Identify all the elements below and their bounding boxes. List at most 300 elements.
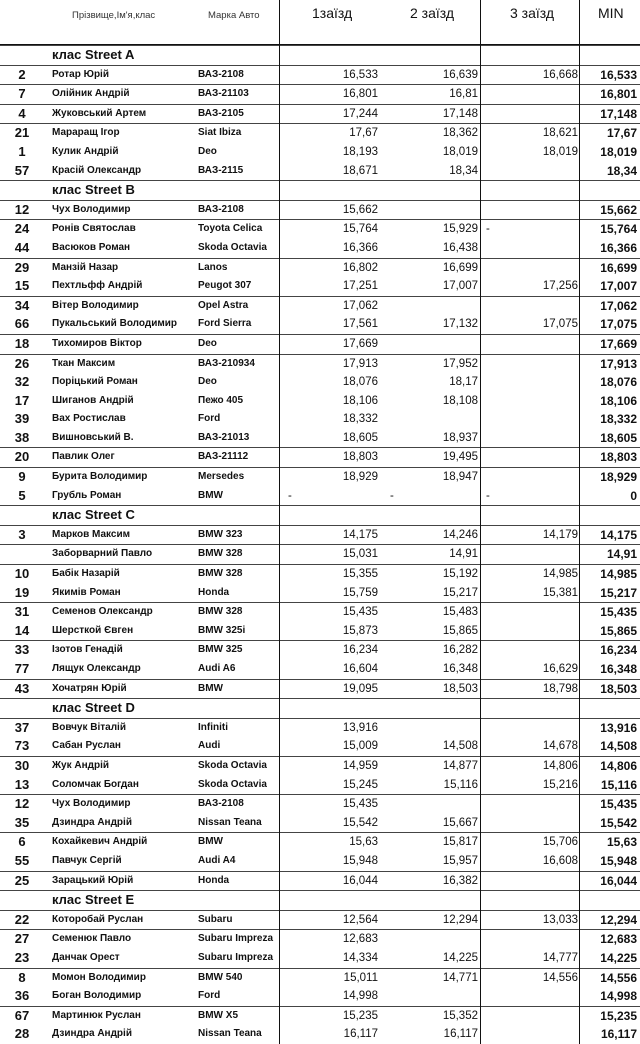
run2-time: 15,957: [442, 854, 478, 867]
run3-time: 16,668: [542, 68, 578, 81]
run1-time: 18,929: [342, 471, 378, 484]
table-row: [0, 429, 640, 448]
driver-name: Васюков Роман: [52, 241, 131, 253]
car-model: Mersedes: [198, 471, 245, 483]
car-number: 1: [18, 143, 26, 159]
min-time: 15,217: [600, 585, 637, 600]
car-number: 55: [14, 852, 30, 868]
driver-name: Якимів Роман: [52, 586, 121, 598]
run2-time: 17,952: [442, 357, 478, 370]
car-number: 57: [14, 162, 30, 178]
car-number: 10: [14, 566, 30, 582]
run1-time: 15,948: [342, 854, 378, 867]
run3-time: 14,678: [542, 740, 578, 753]
table-header: [0, 0, 640, 45]
run1-time: 18,605: [342, 431, 378, 444]
run1-time: 15,873: [342, 624, 378, 637]
car-model: Subaru Impreza: [198, 951, 274, 963]
run3-time: 17,256: [542, 280, 578, 293]
table-row: [0, 239, 640, 258]
min-time: 14,91: [606, 547, 637, 562]
car-model: Infiniti: [198, 721, 228, 733]
table-row: [0, 814, 640, 833]
run1-time: 18,803: [342, 451, 378, 464]
car-model: Nissan Teana: [198, 816, 262, 828]
car-model: BMW 328: [198, 548, 243, 560]
table-row: [0, 219, 640, 239]
run2-time: 15,817: [442, 836, 478, 849]
run1-time: 14,175: [342, 528, 378, 541]
min-time: 18,34: [606, 163, 637, 178]
driver-name: Кулик Андрій: [52, 145, 119, 157]
car-model: Skoda Octavia: [198, 241, 267, 253]
car-model: ВАЗ-2108: [198, 798, 244, 810]
table-row: [0, 487, 640, 506]
table-body: [0, 45, 640, 1044]
class-heading-row: [0, 505, 640, 525]
min-time: 18,503: [600, 681, 637, 696]
driver-name: Дзиндра Андрій: [52, 1028, 132, 1040]
min-time: 14,175: [600, 527, 637, 542]
class-heading: клас Street D: [52, 700, 135, 716]
driver-name: Ронів Святослав: [52, 223, 136, 235]
driver-name: Данчак Орест: [52, 951, 120, 963]
header-run2: 2 заїзд: [410, 5, 455, 21]
car-model: BMW 323: [198, 528, 243, 540]
car-number: 15: [14, 278, 30, 294]
table-row: [0, 622, 640, 641]
header-run3: 3 заїзд: [510, 5, 555, 21]
driver-name: Вовчук Віталій: [52, 721, 126, 733]
run1-time: 17,561: [342, 318, 378, 331]
table-row: [0, 84, 640, 104]
class-heading-row: [0, 890, 640, 910]
car-number: 12: [14, 796, 30, 812]
car-model: Skoda Octavia: [198, 778, 267, 790]
min-time: 18,106: [600, 393, 637, 408]
table-row: [0, 65, 640, 85]
car-model: ВАЗ-2108: [198, 68, 244, 80]
min-time: 16,366: [600, 240, 637, 255]
car-model: Deo: [198, 145, 217, 157]
car-model: Peugot 307: [198, 280, 252, 292]
min-time: 16,348: [600, 662, 637, 676]
run1-time: 14,959: [342, 759, 378, 772]
min-time: 18,929: [600, 470, 637, 485]
min-time: 12,683: [600, 932, 637, 947]
min-time: 12,294: [600, 912, 637, 927]
run1-time: 15,435: [342, 798, 378, 811]
car-model: BMW X5: [198, 1009, 238, 1021]
car-number: 17: [14, 392, 30, 408]
table-row: [0, 467, 640, 487]
min-time: 17,148: [600, 106, 637, 121]
min-time: 17,075: [600, 317, 637, 332]
car-model: BMW 540: [198, 971, 243, 983]
driver-name: Шиганов Андрій: [52, 394, 134, 406]
car-model: BMW: [198, 489, 223, 501]
car-model: Subaru: [198, 913, 233, 925]
driver-name: Ізотов Генадій: [52, 644, 123, 656]
run1-time: 18,671: [342, 164, 378, 177]
class-heading: клас Street A: [52, 47, 135, 62]
driver-name: Мартинюк Руслан: [52, 1009, 141, 1021]
car-model: Audi: [198, 740, 221, 752]
table-row: [0, 296, 640, 316]
run2-time: 16,282: [442, 644, 478, 657]
run2-time: 16,699: [442, 261, 478, 274]
run2-time: 17,148: [442, 107, 478, 120]
car-model: ВАЗ-21112: [198, 451, 249, 463]
car-number: 32: [14, 374, 30, 390]
table-row: [0, 756, 640, 776]
run3-time: 17,075: [542, 318, 578, 331]
run2-time: 12,294: [442, 913, 478, 926]
run1-time: 18,332: [342, 413, 378, 426]
car-number: 8: [18, 969, 26, 985]
car-number: 22: [14, 911, 30, 927]
car-model: BMW 325i: [198, 624, 246, 636]
run1-time: 15,011: [343, 971, 378, 984]
run2-time: 14,508: [442, 740, 478, 753]
run1-time: 16,801: [342, 88, 378, 101]
car-number: 19: [14, 584, 30, 600]
run2-time: 14,246: [442, 528, 478, 541]
table-row: [0, 525, 640, 545]
table-row: [0, 968, 640, 988]
car-model: ВАЗ-2105: [198, 107, 244, 119]
car-number: 12: [14, 201, 30, 217]
driver-name: Красій Олександр: [52, 164, 142, 176]
run3-time: 15,216: [542, 778, 578, 791]
run1-time: 19,095: [342, 682, 378, 695]
driver-name: Заборварний Павло: [52, 548, 153, 560]
run2-time: 16,81: [449, 88, 478, 101]
car-model: Nissan Teana: [198, 1028, 262, 1040]
run1-time: 15,235: [342, 1009, 378, 1022]
car-model: Skoda Octavia: [198, 759, 267, 771]
driver-name: Лящук Олександр: [52, 663, 141, 674]
driver-name: Бабік Назарій: [52, 568, 120, 580]
min-time: 18,076: [600, 375, 637, 390]
car-number: 5: [18, 487, 26, 503]
car-model: Honda: [198, 586, 230, 598]
run2-time: 18,937: [442, 431, 478, 444]
table-row: [0, 832, 640, 852]
run3-time: -: [486, 489, 490, 502]
run2-time: 15,667: [442, 816, 478, 829]
car-number: 67: [14, 1007, 30, 1023]
header-run1: 1заїзд: [312, 5, 353, 21]
min-time: 17,913: [600, 356, 637, 371]
run1-time: 18,106: [342, 394, 378, 407]
min-time: 18,019: [600, 144, 637, 159]
car-model: ВАЗ-210934: [198, 357, 255, 369]
class-heading: клас Street E: [52, 892, 135, 908]
car-number: 26: [14, 355, 30, 371]
car-model: BMW 325: [198, 644, 243, 656]
run2-time: 18,019: [442, 145, 478, 158]
run1-time: -: [288, 489, 292, 502]
run2-time: 15,116: [443, 778, 478, 791]
run2-time: 18,503: [442, 682, 478, 695]
run2-time: 19,495: [442, 451, 478, 464]
driver-name: Жук Андрій: [52, 759, 110, 771]
car-model: Ford: [198, 990, 221, 1002]
run1-time: 15,764: [342, 223, 378, 236]
driver-name: Чух Володимир: [52, 203, 131, 215]
table-row: [0, 679, 640, 699]
table-row: [0, 1025, 640, 1044]
run1-time: 17,913: [342, 357, 378, 370]
run1-time: 18,076: [342, 376, 378, 389]
table-row: [0, 1006, 640, 1026]
car-number: 77: [14, 661, 30, 676]
run2-time: 15,483: [442, 606, 478, 619]
car-model: ВАЗ-2108: [198, 203, 244, 215]
driver-name: Вишновський В.: [52, 431, 134, 443]
min-time: 16,533: [600, 67, 637, 82]
run2-time: 16,348: [442, 663, 478, 675]
table-row: [0, 949, 640, 968]
car-number: 35: [14, 814, 30, 830]
driver-name: Шерсткой Євген: [52, 624, 134, 636]
min-time: 16,234: [600, 643, 637, 658]
car-number: 37: [14, 719, 30, 735]
car-model: Ford Sierra: [198, 318, 252, 330]
car-number: 7: [18, 86, 26, 102]
car-number: 36: [14, 988, 30, 1004]
run1-time: 15,009: [342, 740, 378, 753]
run3-time: 13,033: [542, 913, 578, 926]
run1-time: 16,533: [342, 68, 378, 81]
class-heading: клас Street C: [52, 507, 135, 523]
run2-time: 18,947: [442, 471, 478, 484]
run1-time: 15,031: [342, 548, 378, 561]
table-row: [0, 315, 640, 334]
class-heading-row: [0, 698, 640, 718]
car-number: 28: [14, 1026, 30, 1042]
table-row: [0, 277, 640, 296]
table-row: [0, 334, 640, 354]
table-row: [0, 776, 640, 795]
run2-time: 18,34: [449, 164, 478, 177]
run3-time: 15,381: [542, 586, 578, 599]
run2-time: 16,117: [443, 1028, 478, 1041]
car-number: 73: [14, 738, 30, 754]
min-time: 18,803: [600, 450, 637, 465]
table-row: [0, 987, 640, 1006]
car-model: Audi A6: [198, 663, 236, 674]
car-number: 66: [14, 316, 30, 332]
table-row: [0, 258, 640, 278]
table-row: [0, 373, 640, 392]
min-time: 15,116: [600, 777, 637, 792]
min-time: 15,235: [600, 1008, 637, 1023]
car-model: Audi A4: [198, 854, 236, 866]
run1-time: 17,251: [342, 280, 378, 293]
driver-name: Марков Максим: [52, 528, 131, 540]
car-number: 29: [14, 259, 30, 275]
run2-time: 16,639: [442, 68, 478, 81]
run1-time: 12,683: [342, 933, 378, 946]
car-number: 43: [14, 680, 30, 696]
run3-time: 16,629: [542, 663, 578, 675]
run3-time: -: [486, 223, 490, 236]
run1-time: 16,117: [343, 1028, 378, 1041]
min-time: 0: [630, 488, 637, 503]
run2-time: 18,362: [442, 127, 478, 140]
driver-name: Павлик Олег: [52, 451, 115, 463]
min-time: 16,699: [600, 260, 637, 275]
table-row: [0, 410, 640, 429]
driver-name: Манзій Назар: [52, 261, 119, 273]
table-row: [0, 392, 640, 411]
car-number: 6: [18, 834, 26, 850]
class-heading: клас Street B: [52, 182, 135, 198]
run2-time: 16,438: [442, 241, 478, 254]
run2-time: 14,91: [449, 548, 478, 561]
run1-time: 12,564: [342, 913, 378, 926]
run2-time: 18,17: [449, 376, 478, 389]
driver-name: Соломчак Богдан: [52, 778, 139, 790]
car-number: 4: [18, 105, 26, 121]
car-number: 30: [14, 757, 30, 773]
car-model: BMW 328: [198, 568, 243, 580]
run1-time: 18,193: [342, 145, 378, 158]
car-model: Ford: [198, 413, 221, 425]
min-time: 16,117: [600, 1027, 637, 1042]
min-time: 14,998: [600, 989, 637, 1004]
run1-time: 17,669: [342, 337, 378, 350]
table-row: [0, 660, 640, 679]
table-row: [0, 718, 640, 738]
table-row: [0, 584, 640, 603]
driver-name: Мараращ Ігор: [52, 127, 120, 139]
header-min: MIN: [598, 5, 624, 21]
car-model: Siat Ibiza: [198, 127, 242, 139]
car-model: Opel Astra: [198, 299, 249, 311]
run1-time: 15,245: [342, 778, 378, 791]
driver-name: Жуковський Артем: [52, 107, 147, 119]
class-heading-row: [0, 180, 640, 200]
run1-time: 14,998: [342, 990, 378, 1003]
driver-name: Пехтльфф Андрій: [52, 280, 143, 292]
run3-time: 14,777: [542, 951, 578, 964]
column-divider: [279, 0, 280, 1044]
table-row: [0, 447, 640, 467]
min-time: 15,865: [600, 623, 637, 638]
run3-time: 14,179: [542, 528, 578, 541]
car-number: 21: [14, 125, 30, 141]
run1-time: 15,759: [342, 586, 378, 599]
min-time: 17,062: [600, 298, 637, 313]
car-number: 27: [14, 931, 30, 947]
run2-time: 14,225: [442, 951, 478, 964]
class-heading-row: [0, 45, 640, 65]
car-number: 34: [14, 297, 30, 313]
car-model: BMW: [198, 682, 223, 694]
min-time: 15,542: [600, 815, 637, 830]
driver-name: Пукальський Володимир: [52, 318, 178, 330]
run2-time: 15,352: [442, 1009, 478, 1022]
car-number: 14: [14, 622, 30, 638]
car-model: Deo: [198, 376, 217, 388]
table-row: [0, 640, 640, 660]
car-number: 39: [14, 411, 30, 427]
column-divider: [480, 0, 481, 1044]
table-row: [0, 910, 640, 930]
car-number: 13: [14, 776, 30, 792]
driver-name: Бурита Володимир: [52, 471, 148, 483]
run1-time: 15,355: [342, 568, 378, 581]
car-number: 3: [18, 526, 26, 542]
min-time: 15,948: [600, 853, 637, 868]
table-row: [0, 143, 640, 162]
car-number: 9: [18, 469, 26, 485]
car-number: 25: [14, 872, 30, 888]
car-number: 38: [14, 429, 30, 445]
min-time: 16,801: [600, 87, 637, 102]
run2-time: 18,108: [442, 394, 478, 407]
min-time: 15,662: [600, 202, 637, 217]
header-name: Прізвище,Ім'я,клас: [72, 10, 156, 21]
run3-time: 18,798: [542, 682, 578, 695]
min-time: 15,435: [600, 605, 637, 620]
table-row: [0, 737, 640, 756]
car-model: Toyota Celica: [198, 223, 263, 235]
driver-name: Дзиндра Андрій: [52, 816, 132, 828]
car-model: ВАЗ-21103: [198, 88, 249, 100]
driver-name: Поріцький Роман: [52, 376, 138, 388]
run2-time: 15,929: [442, 223, 478, 236]
car-model: Subaru Impreza: [198, 933, 274, 945]
run1-time: 17,062: [342, 299, 378, 312]
run3-time: 14,806: [542, 759, 578, 772]
car-number: 20: [14, 449, 30, 465]
car-model: Пежо 405: [198, 394, 244, 406]
run3-time: 14,556: [542, 971, 578, 984]
run1-time: 15,435: [342, 606, 378, 619]
run3-time: 15,706: [542, 836, 578, 849]
table-row: [0, 871, 640, 891]
run3-time: 16,608: [542, 854, 578, 867]
run1-time: 16,604: [342, 663, 378, 675]
table-row: [0, 852, 640, 871]
min-time: 17,67: [606, 126, 637, 141]
min-time: 14,508: [600, 739, 637, 754]
min-time: 14,985: [600, 567, 637, 582]
table-row: [0, 200, 640, 220]
driver-name: Которобай Руслан: [52, 913, 144, 925]
car-number: 23: [14, 949, 30, 965]
run1-time: 17,244: [342, 107, 378, 120]
min-time: 14,556: [600, 970, 637, 985]
min-time: 14,806: [600, 758, 637, 773]
driver-name: Чух Володимир: [52, 798, 131, 810]
driver-name: Кохайкевич Андрій: [52, 836, 148, 848]
table-row: [0, 564, 640, 584]
table-row: [0, 544, 640, 564]
car-number: 44: [14, 239, 30, 255]
table-row: [0, 123, 640, 143]
car-number: 18: [14, 335, 30, 351]
run2-time: 16,382: [442, 874, 478, 887]
driver-name: Вах Ростислав: [52, 413, 126, 425]
run1-time: 13,916: [342, 721, 378, 734]
header-car: Марка Авто: [208, 10, 260, 21]
run1-time: 14,334: [342, 951, 378, 964]
